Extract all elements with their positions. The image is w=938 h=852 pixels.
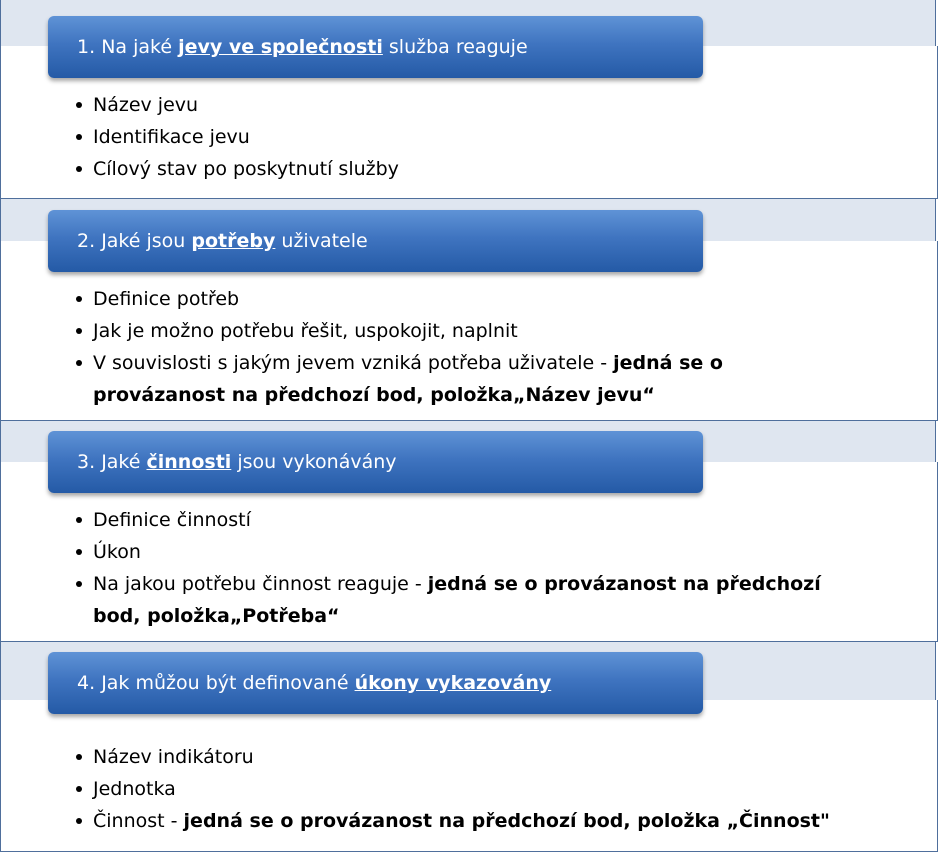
list-item: Jednotka	[76, 773, 830, 805]
list-item: V souvislosti s jakým jevem vzniká potřeba uživatele - jedná se o provázanost na předchozí bod, položka„Název jevu“	[76, 347, 723, 411]
section-header	[48, 431, 703, 493]
list-item: Název indikátoru	[76, 741, 830, 773]
section-number: 3.	[77, 451, 96, 473]
list-item: Úkon	[76, 536, 821, 568]
section-header	[48, 16, 703, 78]
list-item: Definice činností	[76, 504, 821, 536]
bullet-list	[76, 504, 821, 632]
section-number: 4.	[77, 672, 96, 694]
section-number: 1.	[77, 36, 96, 58]
list-item: Cílový stav po poskytnutí služby	[76, 153, 399, 185]
list-item: Na jakou potřebu činnost reaguje - jedná se o provázanost na předchozí bod, položka„Potřeba“	[76, 568, 821, 632]
title-pre: Jak můžou být definované	[101, 672, 349, 694]
title-highlight: úkony vykazovány	[354, 672, 552, 694]
title-post: uživatele	[281, 230, 368, 252]
title-post: služba reaguje	[388, 36, 528, 58]
title-highlight: jevy ve společnosti	[178, 36, 383, 58]
title-highlight: potřeby	[191, 230, 276, 252]
section-number: 2.	[77, 230, 96, 252]
title-highlight: činnosti	[146, 451, 232, 473]
list-item: Jak je možno potřebu řešit, uspokojit, naplnit	[76, 315, 723, 347]
list-item: Identifikace jevu	[76, 121, 399, 153]
bullet-list	[76, 89, 399, 185]
bullet-list	[76, 741, 830, 837]
section-header	[48, 652, 703, 714]
section-header	[48, 210, 703, 272]
title-pre: Jaké jsou	[101, 230, 186, 252]
list-item: Název jevu	[76, 89, 399, 121]
title-post: jsou vykonávány	[237, 451, 397, 473]
title-pre: Jaké	[101, 451, 141, 473]
list-item: Činnost - jedná se o provázanost na předchozí bod, položka „Činnost"	[76, 805, 830, 837]
title-pre: Na jaké	[101, 36, 173, 58]
bullet-list	[76, 283, 723, 411]
list-item: Definice potřeb	[76, 283, 723, 315]
